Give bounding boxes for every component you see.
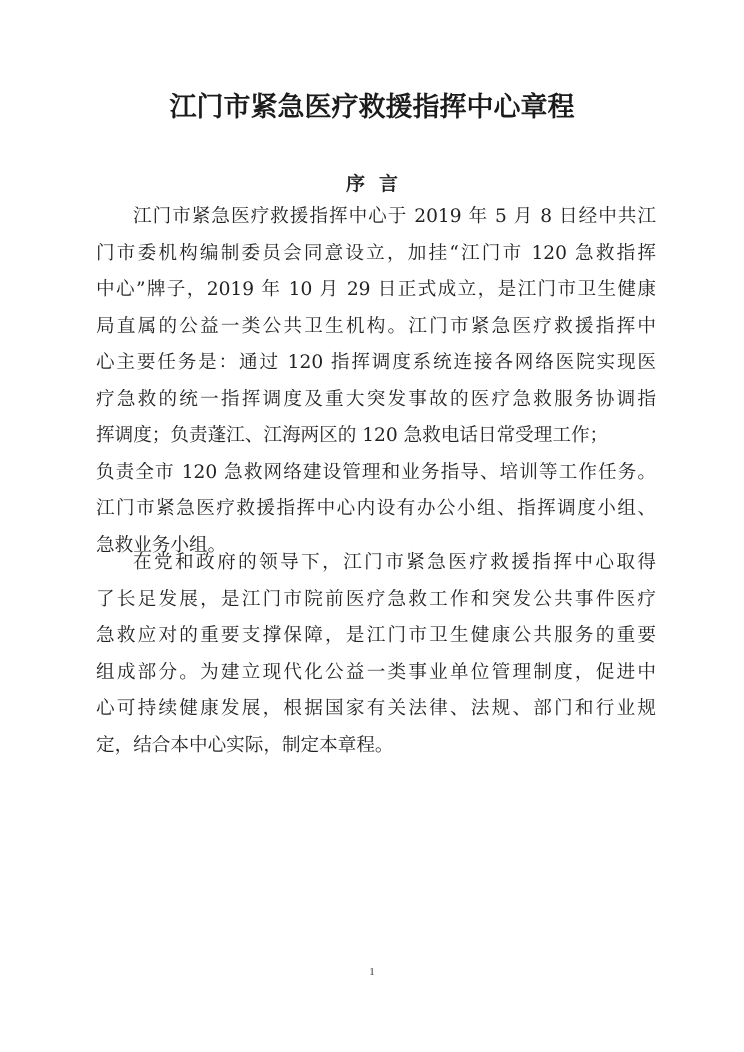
- document-title: 江门市紧急医疗救援指挥中心章程: [169, 92, 575, 123]
- paragraph-line: 了长足发展，是江门市院前医疗急救工作和突发公共事件医疗: [96, 588, 656, 610]
- paragraph-2: [96, 545, 656, 764]
- paragraph-1: [96, 199, 656, 564]
- paragraph-line: 江门市紧急医疗救援指挥中心于 2019 年 5 月 8 日经中共江: [133, 206, 656, 227]
- paragraph-line: 疗急救的统一指挥调度及重大突发事故的医疗急救服务协调指: [96, 388, 656, 410]
- paragraph-line: 在党和政府的领导下，江门市紧急医疗救援指挥中心取得: [133, 552, 656, 573]
- paragraph-line: 局直属的公益一类公共卫生机构。江门市紧急医疗救援指挥中: [96, 315, 656, 337]
- page-number: 1: [369, 966, 375, 978]
- section-heading-preface: [0, 170, 744, 198]
- paragraph-line: 江门市紧急医疗救援指挥中心内设有办公小组、指挥调度小组、: [96, 498, 656, 519]
- paragraph-line: 负责全市 120 急救网络建设管理和业务指导、培训等工作任务。: [96, 461, 656, 483]
- paragraph-line: 门市委机构编制委员会同意设立，加挂“江门市 120 急救指挥: [96, 242, 656, 264]
- paragraph-line: 中心”牌子，2019 年 10 月 29 日正式成立，是江门市卫生健康: [96, 279, 656, 300]
- paragraph-line: 心可持续健康发展，根据国家有关法律、法规、部门和行业规: [96, 698, 656, 719]
- paragraph-line: 组成部分。为建立现代化公益一类事业单位管理制度，促进中: [96, 661, 656, 683]
- paragraph-line: 挥调度；负责蓬江、江海两区的 120 急救电话日常受理工作；: [96, 425, 609, 446]
- paragraph-line: 急救业务小组。: [96, 534, 227, 556]
- section-heading-char-2: 言: [379, 173, 399, 195]
- section-heading-char-1: 序: [345, 173, 365, 195]
- paragraph-line: 急救应对的重要支撑保障，是江门市卫生健康公共服务的重要: [96, 625, 656, 646]
- paragraph-line: 心主要任务是：通过 120 指挥调度系统连接各网络医院实现医: [96, 352, 656, 373]
- paragraph-line: 定，结合本中心实际，制定本章程。: [96, 734, 394, 756]
